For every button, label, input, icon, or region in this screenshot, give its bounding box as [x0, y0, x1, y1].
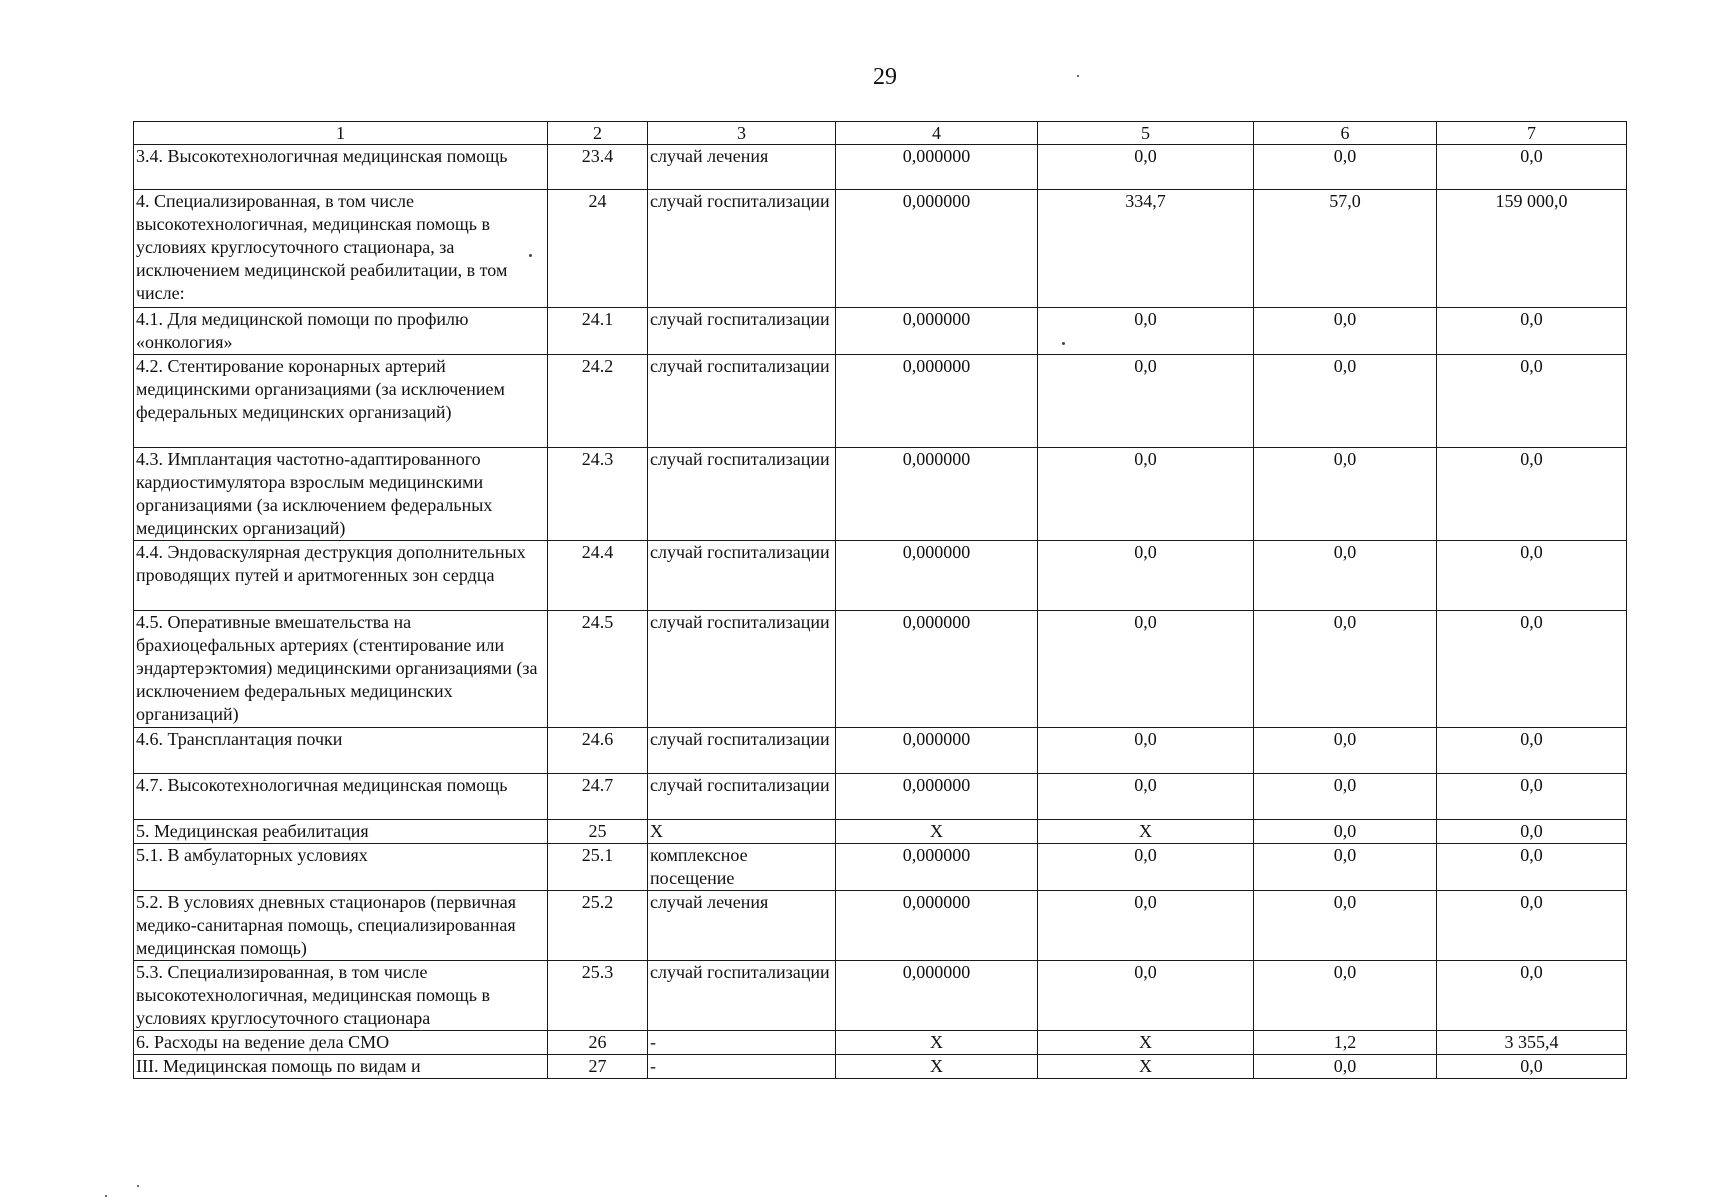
row-name-cell: 3.4. Высокотехнологичная медицинская помощь — [134, 145, 548, 190]
table-row — [134, 448, 1627, 541]
column-4-cell: Х — [836, 1055, 1038, 1079]
column-5-cell: 0,0 — [1038, 891, 1254, 961]
row-number-cell: 25.1 — [548, 844, 648, 891]
unit-cell: случай госпитализации — [648, 448, 836, 541]
column-4-cell: 0,000000 — [836, 961, 1038, 1031]
column-header: 5 — [1038, 122, 1254, 145]
scan-speck — [1077, 75, 1079, 77]
table-row — [134, 611, 1627, 728]
row-name-cell: 4.4. Эндоваскулярная деструкция дополнительных проводящих путей и аритмогенных зон сердца — [134, 541, 548, 611]
column-6-cell: 0,0 — [1254, 611, 1437, 728]
column-7-cell: 0,0 — [1437, 844, 1627, 891]
column-7-cell: 0,0 — [1437, 611, 1627, 728]
row-number-cell: 24.7 — [548, 774, 648, 820]
row-number-cell: 24.2 — [548, 355, 648, 448]
column-5-cell: 0,0 — [1038, 611, 1254, 728]
table-row — [134, 728, 1627, 774]
unit-cell: случай госпитализации — [648, 190, 836, 308]
column-7-cell: 0,0 — [1437, 891, 1627, 961]
table-row — [134, 844, 1627, 891]
unit-cell: случай госпитализации — [648, 774, 836, 820]
column-6-cell: 0,0 — [1254, 891, 1437, 961]
table-row — [134, 1055, 1627, 1079]
column-header: 4 — [836, 122, 1038, 145]
table-row — [134, 961, 1627, 1031]
column-4-cell: 0,000000 — [836, 774, 1038, 820]
column-5-cell: 0,0 — [1038, 308, 1254, 355]
column-6-cell: 0,0 — [1254, 961, 1437, 1031]
unit-cell: случай госпитализации — [648, 355, 836, 448]
row-name-cell: 4.6. Трансплантация почки — [134, 728, 548, 774]
column-6-cell: 1,2 — [1254, 1031, 1437, 1055]
row-name-cell: 5.3. Специализированная, в том числе высокотехнологичная, медицинская помощь в условиях круглосуточного стационара — [134, 961, 548, 1031]
page-number: 29 — [873, 64, 897, 90]
column-4-cell: Х — [836, 1031, 1038, 1055]
column-6-cell: 57,0 — [1254, 190, 1437, 308]
row-number-cell: 24 — [548, 190, 648, 308]
table-row — [134, 541, 1627, 611]
unit-cell: Х — [648, 820, 836, 844]
row-name-cell: 4.1. Для медицинской помощи по профилю «онкология» — [134, 308, 548, 355]
row-number-cell: 25.3 — [548, 961, 648, 1031]
row-number-cell: 24.5 — [548, 611, 648, 728]
column-5-cell: 0,0 — [1038, 728, 1254, 774]
row-name-cell: 4.7. Высокотехнологичная медицинская помощь — [134, 774, 548, 820]
column-7-cell: 0,0 — [1437, 961, 1627, 1031]
column-7-cell: 0,0 — [1437, 145, 1627, 190]
unit-cell: комплексное посещение — [648, 844, 836, 891]
column-5-cell: Х — [1038, 1055, 1254, 1079]
data-table — [133, 121, 1627, 1079]
column-header: 3 — [648, 122, 836, 145]
column-7-cell: 0,0 — [1437, 774, 1627, 820]
column-5-cell: 0,0 — [1038, 961, 1254, 1031]
column-4-cell: 0,000000 — [836, 355, 1038, 448]
column-4-cell: 0,000000 — [836, 611, 1038, 728]
unit-cell: случай лечения — [648, 891, 836, 961]
column-5-cell: Х — [1038, 1031, 1254, 1055]
table-row — [134, 891, 1627, 961]
column-6-cell: 0,0 — [1254, 448, 1437, 541]
table-row — [134, 145, 1627, 190]
row-number-cell: 23.4 — [548, 145, 648, 190]
column-6-cell: 0,0 — [1254, 308, 1437, 355]
column-7-cell: 0,0 — [1437, 448, 1627, 541]
row-name-cell: 4.2. Стентирование коронарных артерий медицинскими организациями (за исключением федеральных медицинских организаций) — [134, 355, 548, 448]
column-6-cell: 0,0 — [1254, 774, 1437, 820]
column-5-cell: 334,7 — [1038, 190, 1254, 308]
row-number-cell: 27 — [548, 1055, 648, 1079]
column-6-cell: 0,0 — [1254, 820, 1437, 844]
column-5-cell: 0,0 — [1038, 541, 1254, 611]
column-header: 2 — [548, 122, 648, 145]
column-4-cell: 0,000000 — [836, 448, 1038, 541]
table-row — [134, 355, 1627, 448]
column-header: 6 — [1254, 122, 1437, 145]
column-7-cell: 159 000,0 — [1437, 190, 1627, 308]
scan-speck — [1062, 342, 1065, 345]
column-5-cell: 0,0 — [1038, 355, 1254, 448]
column-6-cell: 0,0 — [1254, 541, 1437, 611]
column-4-cell: 0,000000 — [836, 844, 1038, 891]
unit-cell: случай госпитализации — [648, 308, 836, 355]
table-row — [134, 1031, 1627, 1055]
row-number-cell: 24.3 — [548, 448, 648, 541]
column-6-cell: 0,0 — [1254, 355, 1437, 448]
unit-cell: случай госпитализации — [648, 611, 836, 728]
column-4-cell: 0,000000 — [836, 190, 1038, 308]
column-4-cell: Х — [836, 820, 1038, 844]
column-number-row — [134, 122, 1627, 145]
column-4-cell: 0,000000 — [836, 728, 1038, 774]
column-7-cell: 0,0 — [1437, 1055, 1627, 1079]
scan-speck — [137, 1185, 139, 1187]
scan-speck — [529, 254, 532, 257]
unit-cell: - — [648, 1031, 836, 1055]
unit-cell: - — [648, 1055, 836, 1079]
column-5-cell: Х — [1038, 820, 1254, 844]
row-name-cell: 5.2. В условиях дневных стационаров (первичная медико-санитарная помощь, специализированная медицинская помощь) — [134, 891, 548, 961]
column-header: 7 — [1437, 122, 1627, 145]
column-7-cell: 0,0 — [1437, 728, 1627, 774]
table-row — [134, 774, 1627, 820]
row-name-cell: 5.1. В амбулаторных условиях — [134, 844, 548, 891]
column-7-cell: 0,0 — [1437, 541, 1627, 611]
column-header: 1 — [134, 122, 548, 145]
column-6-cell: 0,0 — [1254, 728, 1437, 774]
row-name-cell: 4.5. Оперативные вмешательства на брахиоцефальных артериях (стентирование или эндартерэктомия) медицинскими организациями (за исключением федеральных медицинских организаций) — [134, 611, 548, 728]
row-number-cell: 24.1 — [548, 308, 648, 355]
row-name-cell: III. Медицинская помощь по видам и — [134, 1055, 548, 1079]
column-7-cell: 3 355,4 — [1437, 1031, 1627, 1055]
table-row — [134, 820, 1627, 844]
row-number-cell: 25 — [548, 820, 648, 844]
table-row — [134, 308, 1627, 355]
unit-cell: случай госпитализации — [648, 961, 836, 1031]
row-name-cell: 5. Медицинская реабилитация — [134, 820, 548, 844]
unit-cell: случай госпитализации — [648, 728, 836, 774]
unit-cell: случай лечения — [648, 145, 836, 190]
column-5-cell: 0,0 — [1038, 774, 1254, 820]
row-name-cell: 4.3. Имплантация частотно-адаптированного кардиостимулятора взрослым медицинскими организациями (за исключением федеральных медицинских организаций) — [134, 448, 548, 541]
column-4-cell: 0,000000 — [836, 541, 1038, 611]
column-4-cell: 0,000000 — [836, 145, 1038, 190]
row-name-cell: 6. Расходы на ведение дела СМО — [134, 1031, 548, 1055]
column-4-cell: 0,000000 — [836, 891, 1038, 961]
row-number-cell: 24.6 — [548, 728, 648, 774]
row-name-cell: 4. Специализированная, в том числе высокотехнологичная, медицинская помощь в условиях круглосуточного стационара, за исключением медицинской реабилитации, в том числе: — [134, 190, 548, 308]
column-7-cell: 0,0 — [1437, 355, 1627, 448]
column-5-cell: 0,0 — [1038, 145, 1254, 190]
row-number-cell: 26 — [548, 1031, 648, 1055]
column-6-cell: 0,0 — [1254, 844, 1437, 891]
column-6-cell: 0,0 — [1254, 1055, 1437, 1079]
column-4-cell: 0,000000 — [836, 308, 1038, 355]
row-number-cell: 25.2 — [548, 891, 648, 961]
column-5-cell: 0,0 — [1038, 448, 1254, 541]
column-7-cell: 0,0 — [1437, 308, 1627, 355]
column-7-cell: 0,0 — [1437, 820, 1627, 844]
column-5-cell: 0,0 — [1038, 844, 1254, 891]
unit-cell: случай госпитализации — [648, 541, 836, 611]
scan-speck — [105, 1195, 107, 1197]
column-6-cell: 0,0 — [1254, 145, 1437, 190]
row-number-cell: 24.4 — [548, 541, 648, 611]
table-row — [134, 190, 1627, 308]
